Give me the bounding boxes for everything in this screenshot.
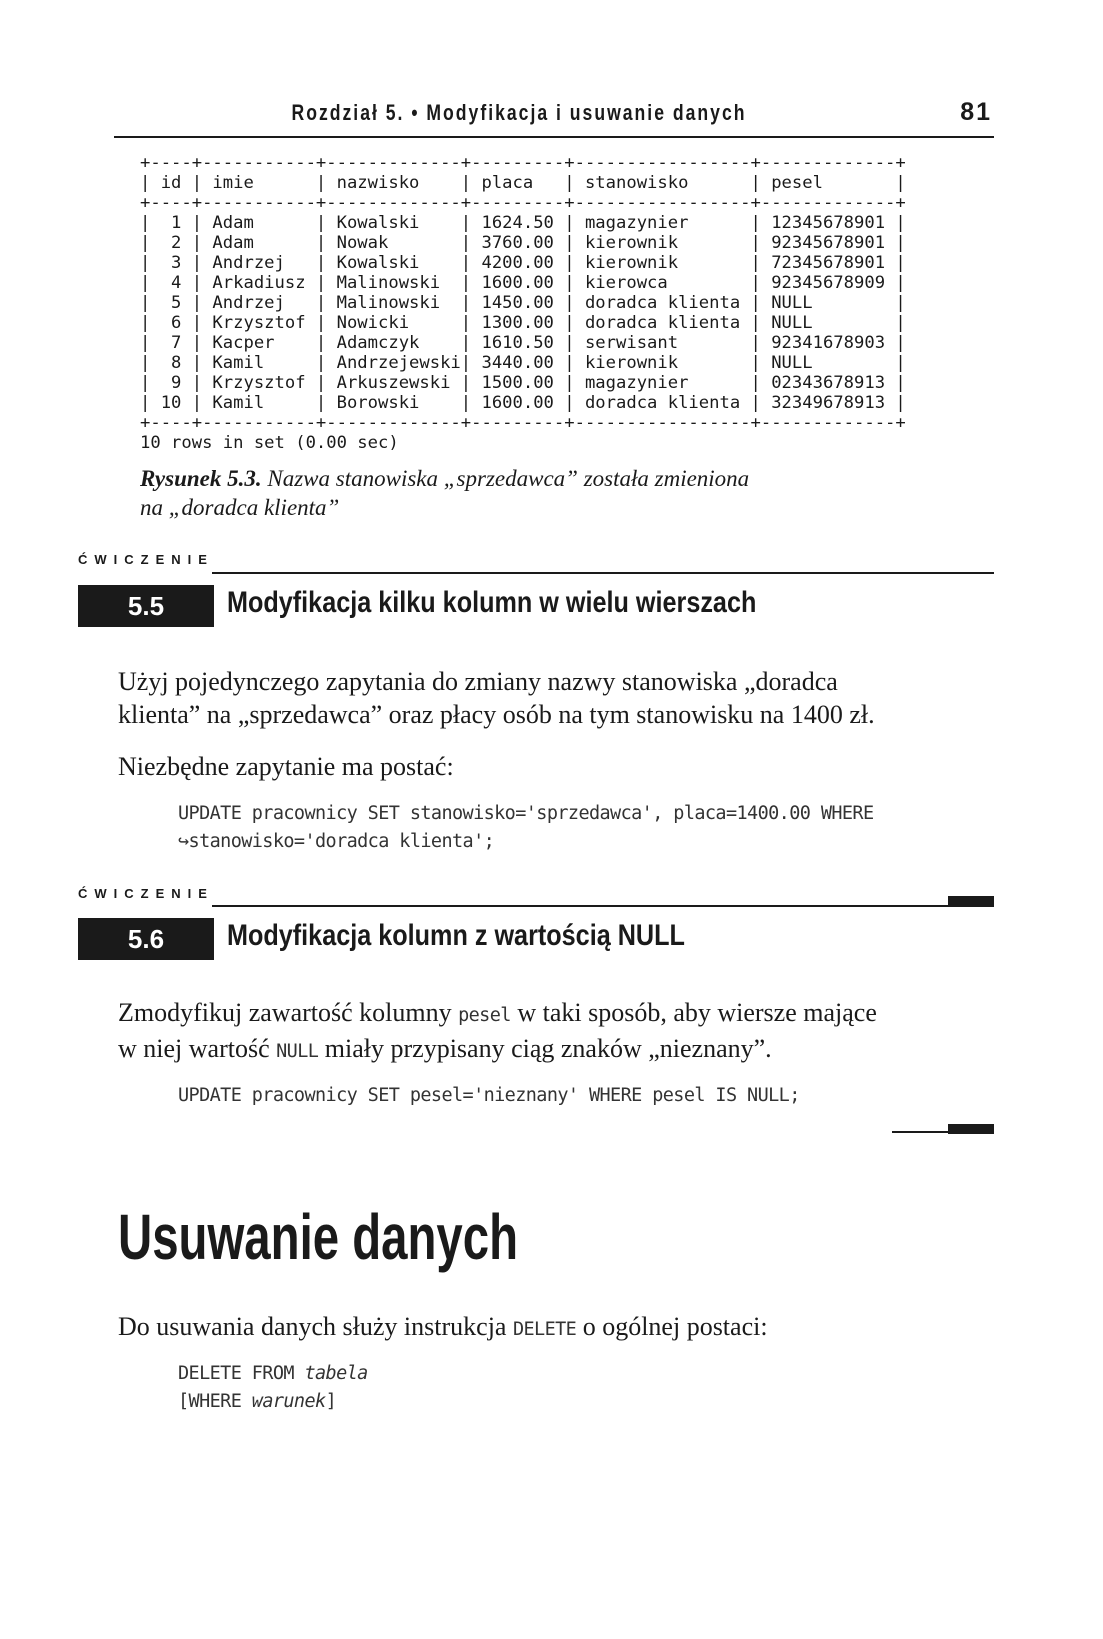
running-head	[114, 96, 994, 138]
code-block	[178, 1082, 800, 1110]
code-block	[178, 800, 874, 856]
inline-code: NULL	[276, 1041, 319, 1062]
exercise-title: Modyfikacja kilku kolumn w wielu wierszach	[227, 586, 757, 619]
exercise-paragraph: Niezbędne zapytanie ma postać:	[118, 752, 454, 781]
exercise-tag: ĆWICZENIE	[78, 552, 214, 567]
table-row: | 3 | Andrzej | Kowalski | 4200.00 | kierownik | 72345678901 |	[140, 253, 906, 273]
table-row: | 10 | Kamil | Borowski | 1600.00 | doradca klienta | 32349678913 |	[140, 393, 906, 413]
exercise-number: 5.5	[78, 585, 214, 627]
text-run: Do usuwania danych służy instrukcja	[118, 1312, 513, 1341]
code-keyword: ]	[325, 1391, 337, 1412]
table-row: | 6 | Krzysztof | Nowicki | 1300.00 | doradca klienta | NULL |	[140, 313, 906, 333]
page-number: 81	[960, 98, 992, 126]
exercise-title: Modyfikacja kolumn z wartością NULL	[227, 919, 685, 952]
table-row: | 5 | Andrzej | Malinowski | 1450.00 | doradca klienta | NULL |	[140, 293, 906, 313]
exercise-rule	[212, 905, 994, 907]
body-paragraph	[118, 1310, 998, 1346]
text-run: Zmodyfikuj zawartość kolumny	[118, 998, 459, 1027]
sql-result-table	[140, 153, 906, 453]
text-run: w taki sposób, aby wiersze mające	[510, 998, 877, 1027]
text-line: Użyj pojedynczego zapytania do zmiany nazwy stanowiska „doradca	[118, 667, 838, 696]
exercise-rule	[212, 572, 994, 574]
figure-label: Rysunek 5.3.	[140, 466, 262, 491]
code-argument: tabela	[304, 1363, 368, 1384]
code-line: ↪stanowisko='doradca klienta';	[178, 831, 495, 852]
inline-code: pesel	[458, 1005, 511, 1026]
code-keyword: [WHERE	[178, 1391, 252, 1412]
exercise-paragraph	[118, 996, 998, 1068]
chapter-title: Rozdział 5. • Modyfikacja i usuwanie danych	[291, 100, 747, 125]
exercise-paragraph	[118, 665, 998, 731]
table-row: | 1 | Adam | Kowalski | 1624.50 | magazynier | 12345678901 |	[140, 213, 906, 233]
exercise-tag: ĆWICZENIE	[78, 886, 214, 901]
section-heading: Usuwanie danych	[118, 1201, 519, 1273]
exercise-end-mark	[948, 1124, 994, 1134]
table-header-row: | id | imie | nazwisko | placa | stanowisko | pesel |	[140, 173, 906, 193]
figure-caption	[140, 464, 940, 522]
inline-code: DELETE	[512, 1319, 577, 1340]
exercise-number: 5.6	[78, 918, 214, 960]
table-border: +----+-----------+-------------+---------+-----------------+-------------+	[140, 413, 906, 433]
code-argument: warunek	[251, 1391, 326, 1412]
caption-text: Nazwa stanowiska „sprzedawca” została zmieniona	[267, 466, 750, 491]
code-line: UPDATE pracownicy SET stanowisko='sprzedawca', placa=1400.00 WHERE	[178, 803, 874, 824]
text-run: o ogólnej postaci:	[576, 1312, 768, 1341]
table-row: | 4 | Arkadiusz | Malinowski | 1600.00 | kierowca | 92345678909 |	[140, 273, 906, 293]
exercise-end-line	[892, 1131, 952, 1133]
text-run: miały przypisany ciąg znaków „nieznany”.	[318, 1034, 772, 1063]
table-row: | 9 | Krzysztof | Arkuszewski | 1500.00 | magazynier | 02343678913 |	[140, 373, 906, 393]
table-row: | 2 | Adam | Nowak | 3760.00 | kierownik | 92345678901 |	[140, 233, 906, 253]
table-row: | 8 | Kamil | Andrzejewski| 3440.00 | kierownik | NULL |	[140, 353, 906, 373]
code-keyword: DELETE FROM	[178, 1363, 305, 1384]
text-run: w niej wartość	[118, 1034, 277, 1063]
exercise-start-mark	[948, 896, 994, 906]
caption-text: na „doradca klienta”	[140, 495, 340, 520]
table-row: | 7 | Kacper | Adamczyk | 1610.50 | serwisant | 92341678903 |	[140, 333, 906, 353]
code-block	[178, 1360, 368, 1416]
code-line: UPDATE pracownicy SET pesel='nieznany' WHERE pesel IS NULL;	[178, 1085, 800, 1106]
table-border: +----+-----------+-------------+---------+-----------------+-------------+	[140, 153, 906, 173]
table-footer: 10 rows in set (0.00 sec)	[140, 433, 399, 453]
table-border: +----+-----------+-------------+---------+-----------------+-------------+	[140, 193, 906, 213]
text-line: klienta” na „sprzedawca” oraz płacy osób na tym stanowisku na 1400 zł.	[118, 700, 875, 729]
